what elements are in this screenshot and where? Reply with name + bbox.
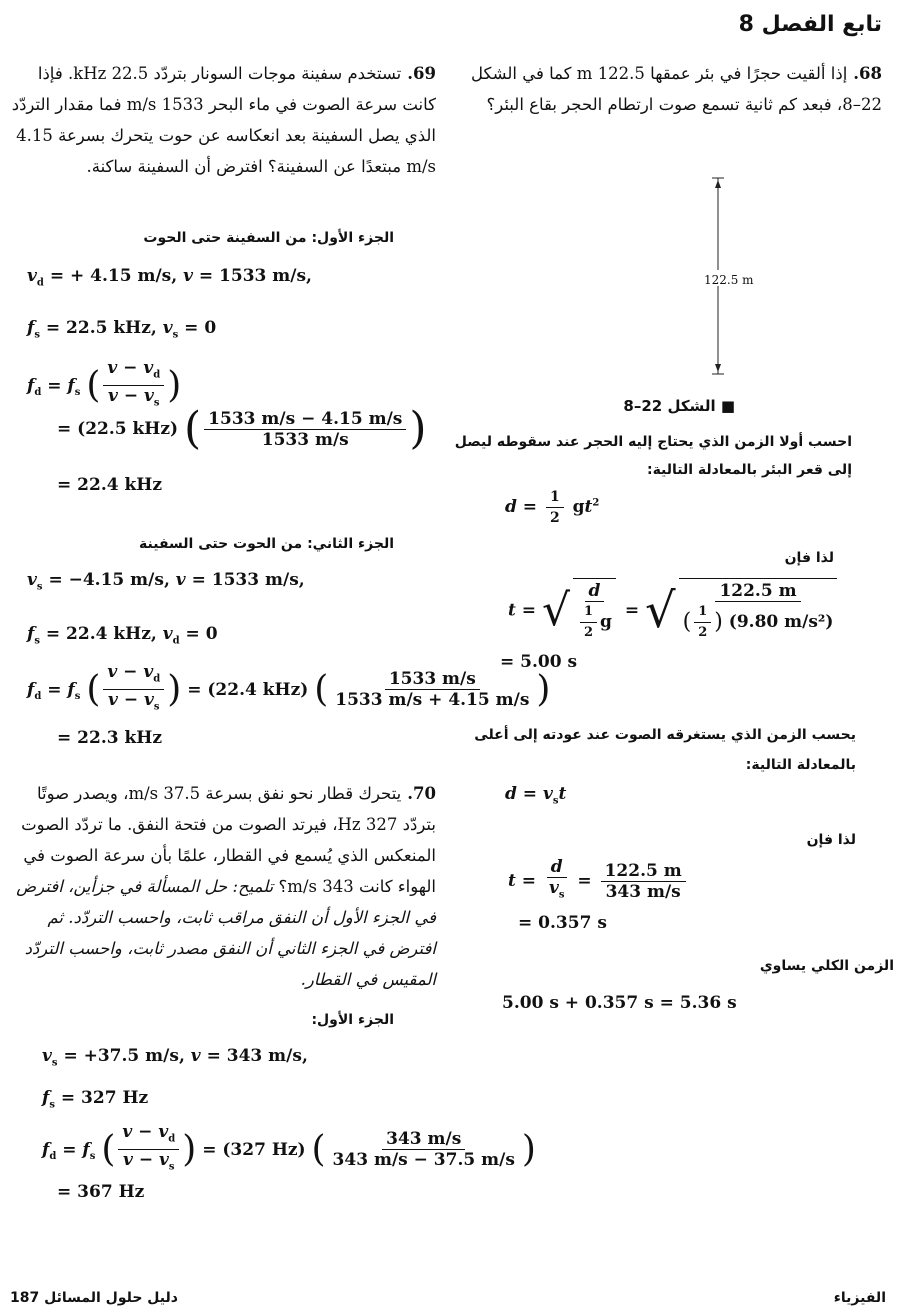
q69-number: 69. xyxy=(407,64,436,83)
well-depth-label: 122.5 m xyxy=(704,273,754,287)
q68-total-label: الزمن الكلي يساوي xyxy=(759,958,894,974)
q68-eq-t: t = √ d $\frac{1}{2}$ g = √ 122.5 m ( $\frac{1}{2}$ ) (9.80 m/s²) xyxy=(508,578,840,643)
q70-line1: $v_s = +37.5$ m/s, v = 343 m/s, xyxy=(42,1046,308,1069)
q70-number: 70. xyxy=(407,784,436,803)
q68-eq-dvt: $d = v_st$ xyxy=(505,784,567,807)
q69-p2-result: = 22.3 kHz xyxy=(57,728,162,748)
q68-t-result: = 5.00 s xyxy=(500,652,578,672)
q69-p1-subst: = (22.5 kHz) ( $\frac{1533 m/s - 4.15 m/s}{1533 m/s}$ ) xyxy=(57,403,427,454)
q69-p2-line2: $f_s = 22.4$ kHz, $v_d = 0$ xyxy=(27,624,218,647)
q70-text: 70.يتحرك قطار نحو نفق بسرعة 37.5 m/s، ويصدر صوتًا بتردّد 327 Hz، فيرتد الصوت من فتحة النفق. ما تردّد الصوت المنعكس الذي يُسمع في القطار، علمًا بأن سرعة الصوت في الهواء كانت 343 m/s؟ تلميح: حل المسألة في جزأين، افترض في الجزء الأول أن النفق مراقب ثابت، واحسب التردّد. ثم افترض في الجزء الثاني أن النفق مصدر ثابت، واحسب التردّد المقيس في القطار. xyxy=(16,784,436,989)
q69-p1-result: = 22.4 kHz xyxy=(57,475,162,495)
q68-step2-text: يحسب الزمن الذي يستغرقه الصوت عند عودته إلى أعلى بالمعادلة التالية: xyxy=(474,727,856,773)
question-68 xyxy=(450,58,882,120)
q68-so-label-2: لذا فإن xyxy=(806,832,856,848)
q68-eq-t2: t = $\frac{d}{v_s}$ = $\frac{122.5 m}{343 m/s}$ xyxy=(508,857,689,905)
footer-page-label: دليل حلول المسائل 187 xyxy=(10,1290,178,1306)
q69-p1-line2: $f_s = 22.5$ kHz, $v_s = 0$ xyxy=(27,318,217,341)
q69-text: 69.تستخدم سفينة موجات السونار بتردّد 22.5 kHz. فإذا كانت سرعة الصوت في ماء البحر 1533 m/s فما مقدار التردّد الذي يصل السفينة بعد انعكاسه عن حوت يتحرك بسرعة 4.15 m/s مبتعدًا عن السفينة؟ افترض أن السفينة ساكنة. xyxy=(11,64,436,176)
q69-p2-formula: $f_d = f_s$ ( $\frac{v - v_d}{v - v_s}$ ) = (22.4 kHz) ( $\frac{1533 m/s}{1533 m/s + 4.15 m/s}$ ) xyxy=(27,662,551,713)
q70-hint: تلميح: حل المسألة في جزأين، افترض في الجزء الأول أن النفق مراقب ثابت، واحسب التردّد. ثم افترض في الجزء الثاني أن النفق مصدر ثابت، واحسب التردّد المقيس في القطار. xyxy=(16,877,436,989)
footer-subject: الفيزياء xyxy=(833,1290,886,1306)
q69-part1-label: الجزء الأول: من السفينة حتى الحوت xyxy=(143,230,394,246)
q68-eq-d: d = $\frac{1}{2}$ $gt^2$ xyxy=(505,489,600,526)
q70-line2: $f_s = 327$ Hz xyxy=(42,1088,149,1111)
q70-result: = 367 Hz xyxy=(57,1182,145,1202)
question-69 xyxy=(6,58,436,182)
q69-part2-label: الجزء الثاني: من الحوت حتى السفينة xyxy=(139,536,394,552)
q70-formula: $f_d = f_s$ ( $\frac{v - v_d}{v - v_s}$ ) = (327 Hz) ( $\frac{343 m/s}{343 m/s - 37.5 m/s}$ ) xyxy=(42,1122,536,1173)
q69-p1-formula: $f_d = f_s$ ( $\frac{v - v_d}{v - v_s}$ ) xyxy=(27,358,182,409)
q68-step1-text: احسب أولا الزمن الذي يحتاج إليه الحجر عند سقوطه ليصل إلى قعر البئر بالمعادلة التالية: xyxy=(454,434,852,478)
q68-t2-result: = 0.357 s xyxy=(518,913,607,933)
q70-part1-label: الجزء الأول: xyxy=(311,1012,394,1028)
q69-p2-line1: $v_s = -4.15$ m/s, v = 1533 m/s, xyxy=(27,570,305,593)
q68-so-label-1: لذا فإن xyxy=(784,550,834,566)
figure-caption: ■ الشكل 22–8 xyxy=(623,397,735,415)
question-70 xyxy=(6,778,436,995)
q69-p1-line1: $v_d$ = + 4.15 m/s, v = 1533 m/s, xyxy=(27,266,312,289)
chapter-header: تابع الفصل 8 xyxy=(738,12,882,37)
q68-number: 68. xyxy=(853,64,882,83)
q68-text: 68.إذا ألقيت حجرًا في بئر عمقها 122.5 m كما في الشكل 22–8، فبعد كم ثانية تسمع صوت ارتطام الحجر بقاع البئر؟ xyxy=(471,64,882,114)
q68-total-eq: 5.00 s + 0.357 s = 5.36 s xyxy=(502,993,737,1013)
